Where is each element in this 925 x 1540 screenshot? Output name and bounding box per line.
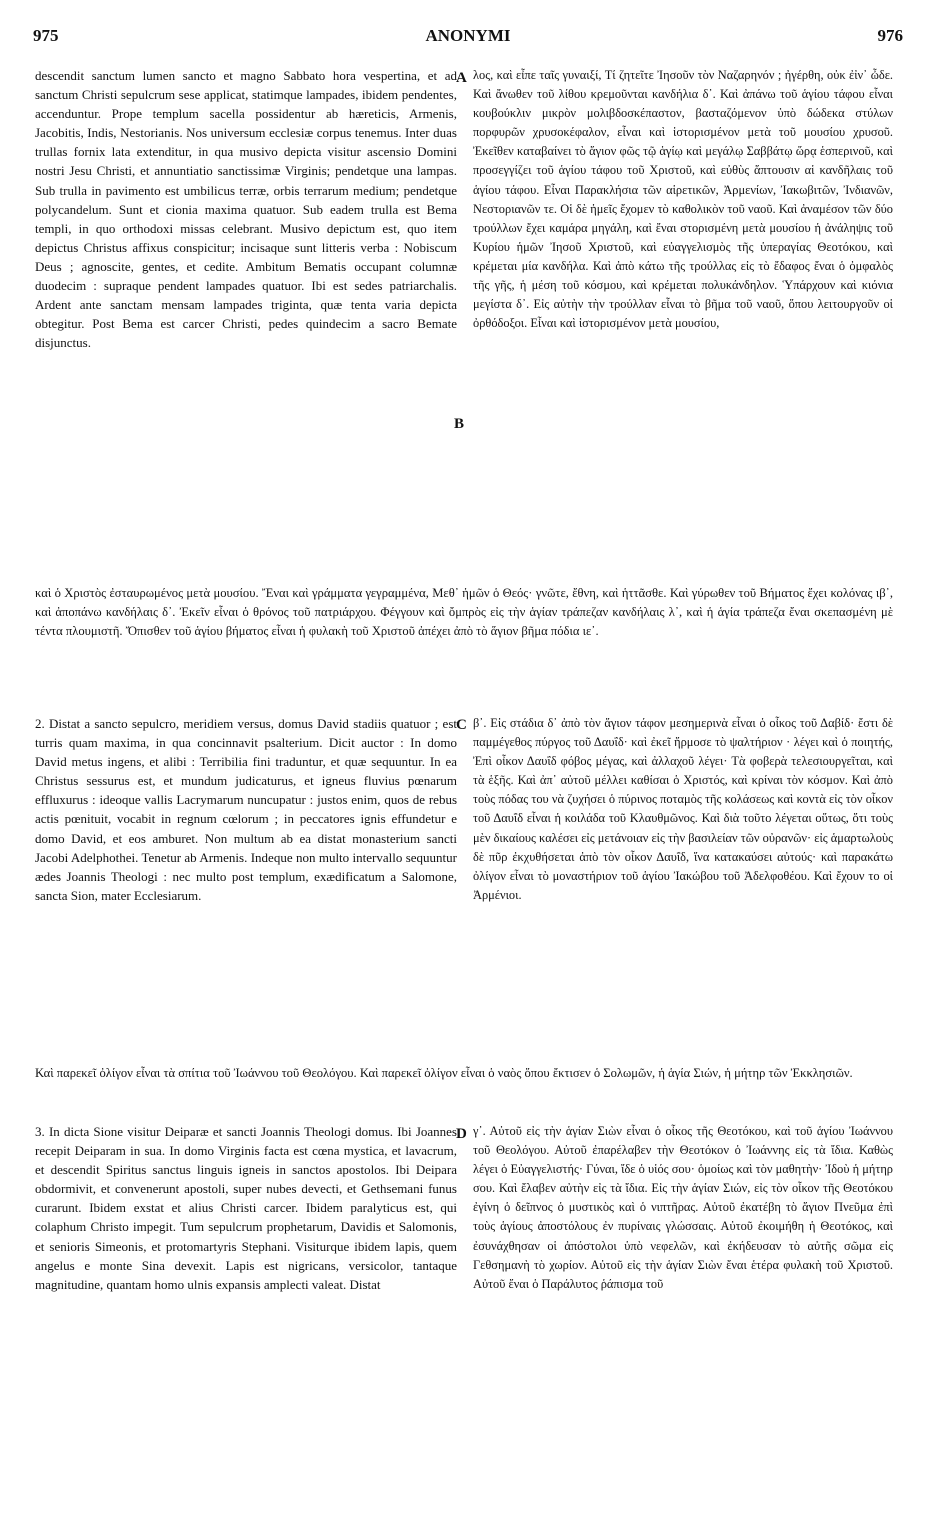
latin-column-section-3: 3. In dicta Sione visitur Deiparæ et sancti Joannis Theologi domus. Ibi Joannes recepit Deiparam in sua. In domo Virginis facta est cœna mystica, et lavacrum, et descendit Spiritus sanctus linguis igneis in sanctos apostolos. Ibi Deipara obdormivit, et convenerunt apostoli, super nubes devecti, et Gethsemani funus curarunt. Ibidem exstat et alius Christi carcer. Ibidem paralyticus est, qui colaphum Christo impegit. Tum sepulcrum prophetarum, Davidis et Salomonis, et senioris Simeonis, et protomartyris Stephani. Visiturque ibidem lapis, quem angelus e monte Sina devexit. Lapis est nigricans, versicolor, tantaque magnitudine, quantam homo ulnis expansis amplecti valeat. Distat <box>35 1124 457 1292</box>
margin-marker-d: D <box>456 1126 467 1142</box>
latin-column-section-2: 2. Distat a sancto sepulcro, meridiem versus, domus David stadiis quatuor ; est turris quam maxima, in qua concinnavit psalterium. Dicit auctor : In domo David metus ingens, et alibi : Terribilia fini traduntur, et quæ sequuntur. In ea Christus sessurus est, et mundum judicaturus, et igneus fluvius pœnarum effluxurus : ideoque vallis Lacrymarum nuncupatur : justos enim, quos de rebus actis pœnituit, vocabit in regnum cœlorum ; in peccatores ignis effundetur e domo David, et eos amburet. Non multum ab ea distat monasterium sancti Jacobi Adelphothei. Tenetur ab Armenis. Indeque non multo intervallo sequuntur ædes Joannis Theologi : nec multo post templum, exædificatum a Salomone, sancta Sion, mater Ecclesiarum. <box>35 716 457 903</box>
greek-column-section-1: λος, καὶ εἶπε ταῖς γυναιξί, Τί ζητεῖτε Ἰησοῦν τὸν Ναζαρηνόν ; ἠγέρθη, οὐκ ἐἰν᾽ ὦδε. Καὶ ἄνωθεν τοῦ λίθου κρεμοῦνται κανδήλια δ᾽. Καὶ ἀπάνω τοῦ ἁγίου τάφου εἶναι κουβούκλιν μικρὸν μολιβδοσκέπαστον, βασταζόμενον ὑπὸ δώδεκα στύλων πορφυρῶν χρυσοκέφαλον, εἶναι καὶ ἱστορισμένον μετὰ τοῦ μουσίου χρυσοῦ. Ἐκεῖθεν καταβαίνει τὸ ἅγιον φῶς τῷ ἁγίῳ καὶ μεγάλῳ Σαββάτῳ ὥρᾳ ἑσπερινοῦ, καὶ προσεγγίζει τοῦ ἁγίου τάφου τοῦ Χριστοῦ, καὶ εὐθὺς ἅπτουσιν αἱ κανδῆλαις τοῦ ἁγίου τάφου. Εἶναι Παρακλήσια τῶν αἱρετικῶν, Ἀρμενίων, Ἰακωβιτῶν, Ἰνδιανῶν, Νεστοριανῶν τε. Οἱ δὲ ἡμεῖς ἔχομεν τὸ καθολικὸν τοῦ ναοῦ. Καὶ ἀναμέσον τῶν δύο τρούλλων ἔχει καμάρα μηγάλη, καὶ ἔναι στορισμένη μετὰ μουσίου ἡ ἀνάληψις τοῦ Κυρίου ἡμῶν Ἰησοῦ Χριστοῦ, καὶ εὐαγγελισμὸς τῆς ὑπεραγίας Θεοτόκου, καὶ κρέμεται μία κανδήλα. Καὶ ἀπὸ κάτω τῆς τρούλλας εἰς τὸ ἔδαφος ἔναι ὁ ὀμφαλὸς τῆς γῆς, ἡ μέση τοῦ κόσμου, καὶ κρέμεται πολυκάνδηλον. Ὑπάρχουν καὶ κιόνια μεγίστα δ᾽. Εἰς αὐτὴν τὴν τρούλλαν εἶναι τὸ βῆμα τοῦ ναοῦ, ὅπου λειτουργοῦν οἱ ὀρθόδοξοι. Εἶναι καὶ ἱστορισμένον μετὰ μουσίου, <box>473 68 893 331</box>
running-header <box>33 18 903 52</box>
margin-marker-b: B <box>454 416 465 432</box>
page-number-left: 975 <box>33 26 59 45</box>
running-title: ANONYMI <box>425 26 511 45</box>
greek-fullwidth-section-1: καὶ ὁ Χριστὸς ἐσταυρωμένος μετὰ μουσίου. Ἔναι καὶ γράμματα γεγραμμένα, Μεθ᾽ ἡμῶν ὁ Θεός· γνῶτε, ἔθνη, καὶ ἡττᾶσθε. Καὶ γύρωθεν τοῦ Βήματος ἔχει κολόνας ιβ᾽, καὶ ἀποπάνω κανδήλαις δ᾽. Ἐκεῖν εἶναι ὁ θρόνος τοῦ πατριάρχου. Φέγγουν καὶ ὄμπρὸς εἰς τὴν ἁγίαν τράπεζαν κανδήλαις λ᾽, καὶ ἡ ἁγία τράπεζα ἔναι σκεπασμένη μὲ τέντα πλουμιστῆ. Ὄπισθεν τοῦ ἁγίου βήματος εἶναι ἡ φυλακὴ τοῦ Χριστοῦ ἀπέχει ἀπὸ τὸ ἅγιον βῆμα πόδια ιε᾽. <box>35 586 893 639</box>
greek-column-section-3: γ᾽. Αὐτοῦ εἰς τὴν ἁγίαν Σιὼν εἶναι ὁ οἶκος τῆς Θεοτόκου, καὶ τοῦ ἁγίου Ἰωάννου τοῦ Θεολόγου. Αὐτοῦ ἐπαρέλαβεν τὴν Θεοτόκον ὁ Ἰωάννης εἰς τὰ ἴδια. Καθὼς λέγει ὁ Εὐαγγελιστής· Γύναι, ἴδε ὁ υἱός σου· ὁμοίως καὶ τὸν μαθητὴν· Ἰδοὺ ἡ μήτηρ σου. Καὶ ἔλαβεν αὐτὴν εἰς τὰ ἴδια. Εἰς τὴν ἁγίαν Σιών, εἰς τὸν οἶκον τῆς Θεοτόκου ἐγίνη ὁ δεῖπνος ὁ μυστικὸς καὶ ὁ νιπτῆρας. Αὐτοῦ ἐκατέβη τὸ ἅγιον Πνεῦμα ἐπὶ τοὺς ἁγίους ἀποστόλους ἐν πυρίναις γλώσσαις. Αὐτοῦ ἐκοιμήθη ἡ Θεοτόκος, καὶ ἐσυνάχθησαν οἱ ἀπόστολοι ὑπὸ νεφελῶν, καὶ ἐκήδευσαν τὸ αὐτῆς σῶμα εἰς Γεθσημανὴ τὸ χωρίον. Αὐτοῦ εἰς τὴν ἁγίαν Σιὼν ἔναι ἑτέρα φυλακὴ τοῦ Χριστοῦ. Αὐτοῦ ἔναι ὁ Παράλυτος ῥάπισμα τοῦ <box>473 1124 893 1291</box>
greek-fullwidth-section-2: Καὶ παρεκεῖ ὀλίγον εἶναι τὰ σπίτια τοῦ Ἰωάννου τοῦ Θεολόγου. Καὶ παρεκεῖ ὀλίγον εἶναι ὁ ναὸς ὅπου ἔκτισεν ὁ Σολωμῶν, ἡ ἁγία Σιών, ἡ μήτηρ τῶν Ἐκκλησιῶν. <box>35 1066 853 1080</box>
margin-marker-c: C <box>456 717 467 733</box>
greek-column-section-2: β᾽. Εἰς στάδια δ᾽ ἀπὸ τὸν ἅγιον τάφον μεσημερινὰ εἶναι ὁ οἶκος τοῦ Δαβίδ· ἔστι δὲ παμμέγεθος πύργος τοῦ Δαυΐδ· καὶ ἐκεῖ ἥρμοσε τὸ ψαλτήριον · λέγει καὶ ὁ ποιητής, Ἐπὶ οἶκον Δαυΐδ φόβος μέγας, καὶ ἀλλαχοῦ λέγει· Τὰ φοβερὰ τελεσιουργεῖται, καὶ τὰ ἑξῆς. Καὶ ἀπ᾽ αὐτοῦ μέλλει καθίσαι ὁ Χριστός, καὶ κρίναι τὸν κόσμον. Καὶ ἀπὸ τοὺς πόδας του νὰ ζυχήσει ὁ πύρινος ποταμὸς τῆς κολάσεως καὶ κοντὰ εἰς τὸν οἶκον τοῦ Δαυΐδ εἶναι ἡ κοιλάδα τοῦ Κλαυθμῶνος. Καὶ διὰ τοῦτο λέγεται οὕτως, ὅτι τοὺς μὲν δικαίους καλέσει εἰς μετάνοιαν εἰς τὴν βασιλείαν τῶν οὐρανῶν· εἰς ἁμαρτωλοὺς δὲ πῦρ ἐκχυθήσεται ἀπὸ τὸν οἶκον Δαυΐδ, ἵνα κατακαύσει αὐτούς· καὶ παρακάτω ὀλίγον εἶναι τὸ μοναστήριον τοῦ ἁγίου Ἰακώβου τοῦ Ἀδελφοθέου. Καὶ ἔχουν το οἱ Ἀρμένιοι. <box>473 716 893 902</box>
latin-column-section-1: descendit sanctum lumen sancto et magno Sabbato hora vespertina, et ad sanctum Christi sepulcrum sese applicat, statimque lampades, ibidem pendentes, accenduntur. Prope templum sacella possidentur ab hæreticis, Armenis, Jacobitis, Indis, Nestorianis. Nos universum ecclesiæ corpus tenemus. Inter duas trullas fornix lata extenditur, in qua musivo depicta visitur ascensio Domini nostri Jesu Christi, et annuntiatio sanctissimæ Virginis; pendetque una lampas. Sub trulla in pavimento est umbilicus terræ, orbis terrarum medium; pendetque polycandelum. Sunt et cionia maxima quatuor. Sub eadem trulla est Bema templi, in quo orthodoxi missas celebrant. Musivo depictum est, quo item depictus Christus affixus conspicitur; incisaque sunt litteris verba : Nobiscum Deus ; agnoscite, gentes, et cedite. Ambitum Bematis occupant columnæ duodecim : supraque pendent lampades quatuor. Ibi est sedes patriarchalis. Ardent ante sanctam mensam lampades triginta, quæ tenta varia depicta obtegitur. Post Bema est carcer Christi, pedes quindecim a sacro Bemate disjunctus. <box>35 68 457 351</box>
margin-marker-a: A <box>456 70 467 86</box>
page-number-right: 976 <box>877 26 903 45</box>
